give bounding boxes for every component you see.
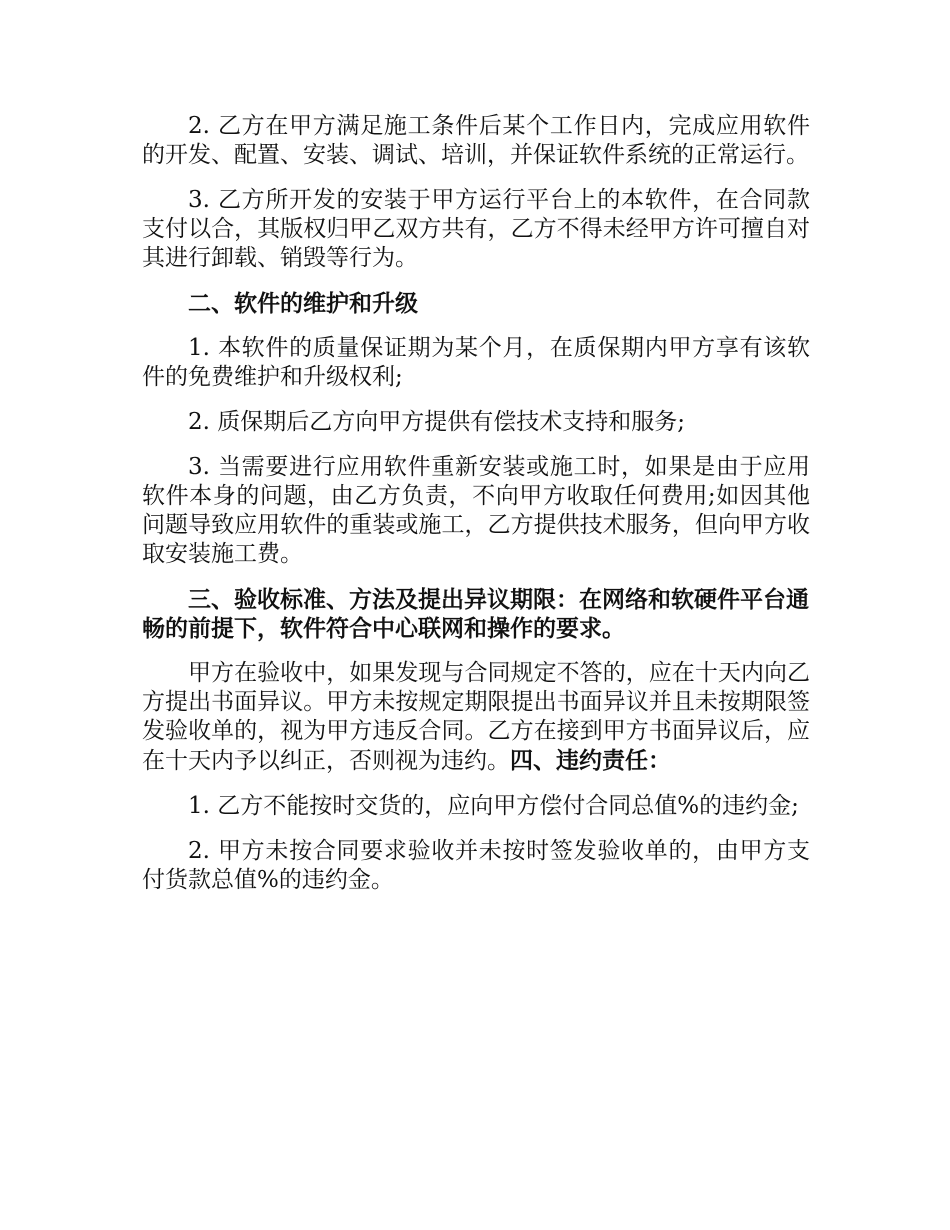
liability-item-1: 1. 乙方不能按时交货的，应向甲方偿付合同总值%的违约金; bbox=[188, 793, 799, 819]
maintenance-item-3: 3. 当需要进行应用软件重新安装或施工时，如果是由于应用软件本身的问题，由乙方负责，不向甲方收取任何费用;如因其他问题导致应用软件的重装或施工，乙方提供技术服务，但向甲方收取安装施工费。 bbox=[142, 454, 810, 567]
acceptance-body-text: 甲方在验收中，如果发现与合同规定不答的，应在十天内向乙方提出书面异议。甲方未按规定期限提出书面异议并且未按期限签发验收单的，视为甲方违反合同。乙方在接到甲方书面异议后，应在十天内予以纠正，否则视为违约。 bbox=[142, 660, 810, 774]
document-page bbox=[142, 112, 810, 911]
liability-item-2: 2. 甲方未按合同要求验收并未按时签发验收单的，由甲方支付货款总值%的违约金。 bbox=[142, 838, 810, 893]
maintenance-item-1: 1. 本软件的质量保证期为某个月，在质保期内甲方享有该软件的免费维护和升级权利; bbox=[142, 335, 810, 390]
maintenance-item-2: 2. 质保期后乙方向甲方提供有偿技术支持和服务; bbox=[188, 409, 686, 435]
paragraph-delivery-term: 2. 乙方在甲方满足施工条件后某个工作日内，完成应用软件的开发、配置、安装、调试、培训，并保证软件系统的正常运行。 bbox=[142, 113, 810, 168]
section-heading-maintenance: 二、软件的维护和升级 bbox=[188, 290, 418, 317]
section-heading-liability: 四、违约责任： bbox=[510, 747, 671, 774]
paragraph-copyright-term: 3. 乙方所开发的安装于甲方运行平台上的本软件，在合同款支付以合，其版权归甲乙双方共有，乙方不得未经甲方许可擅自对其进行卸载、销毁等行为。 bbox=[142, 187, 810, 271]
acceptance-paragraph bbox=[142, 659, 810, 776]
section-heading-acceptance: 三、验收标准、方法及提出异议期限：在网络和软硬件平台通畅的前提下，软件符合中心联网和操作的要求。 bbox=[142, 586, 809, 642]
